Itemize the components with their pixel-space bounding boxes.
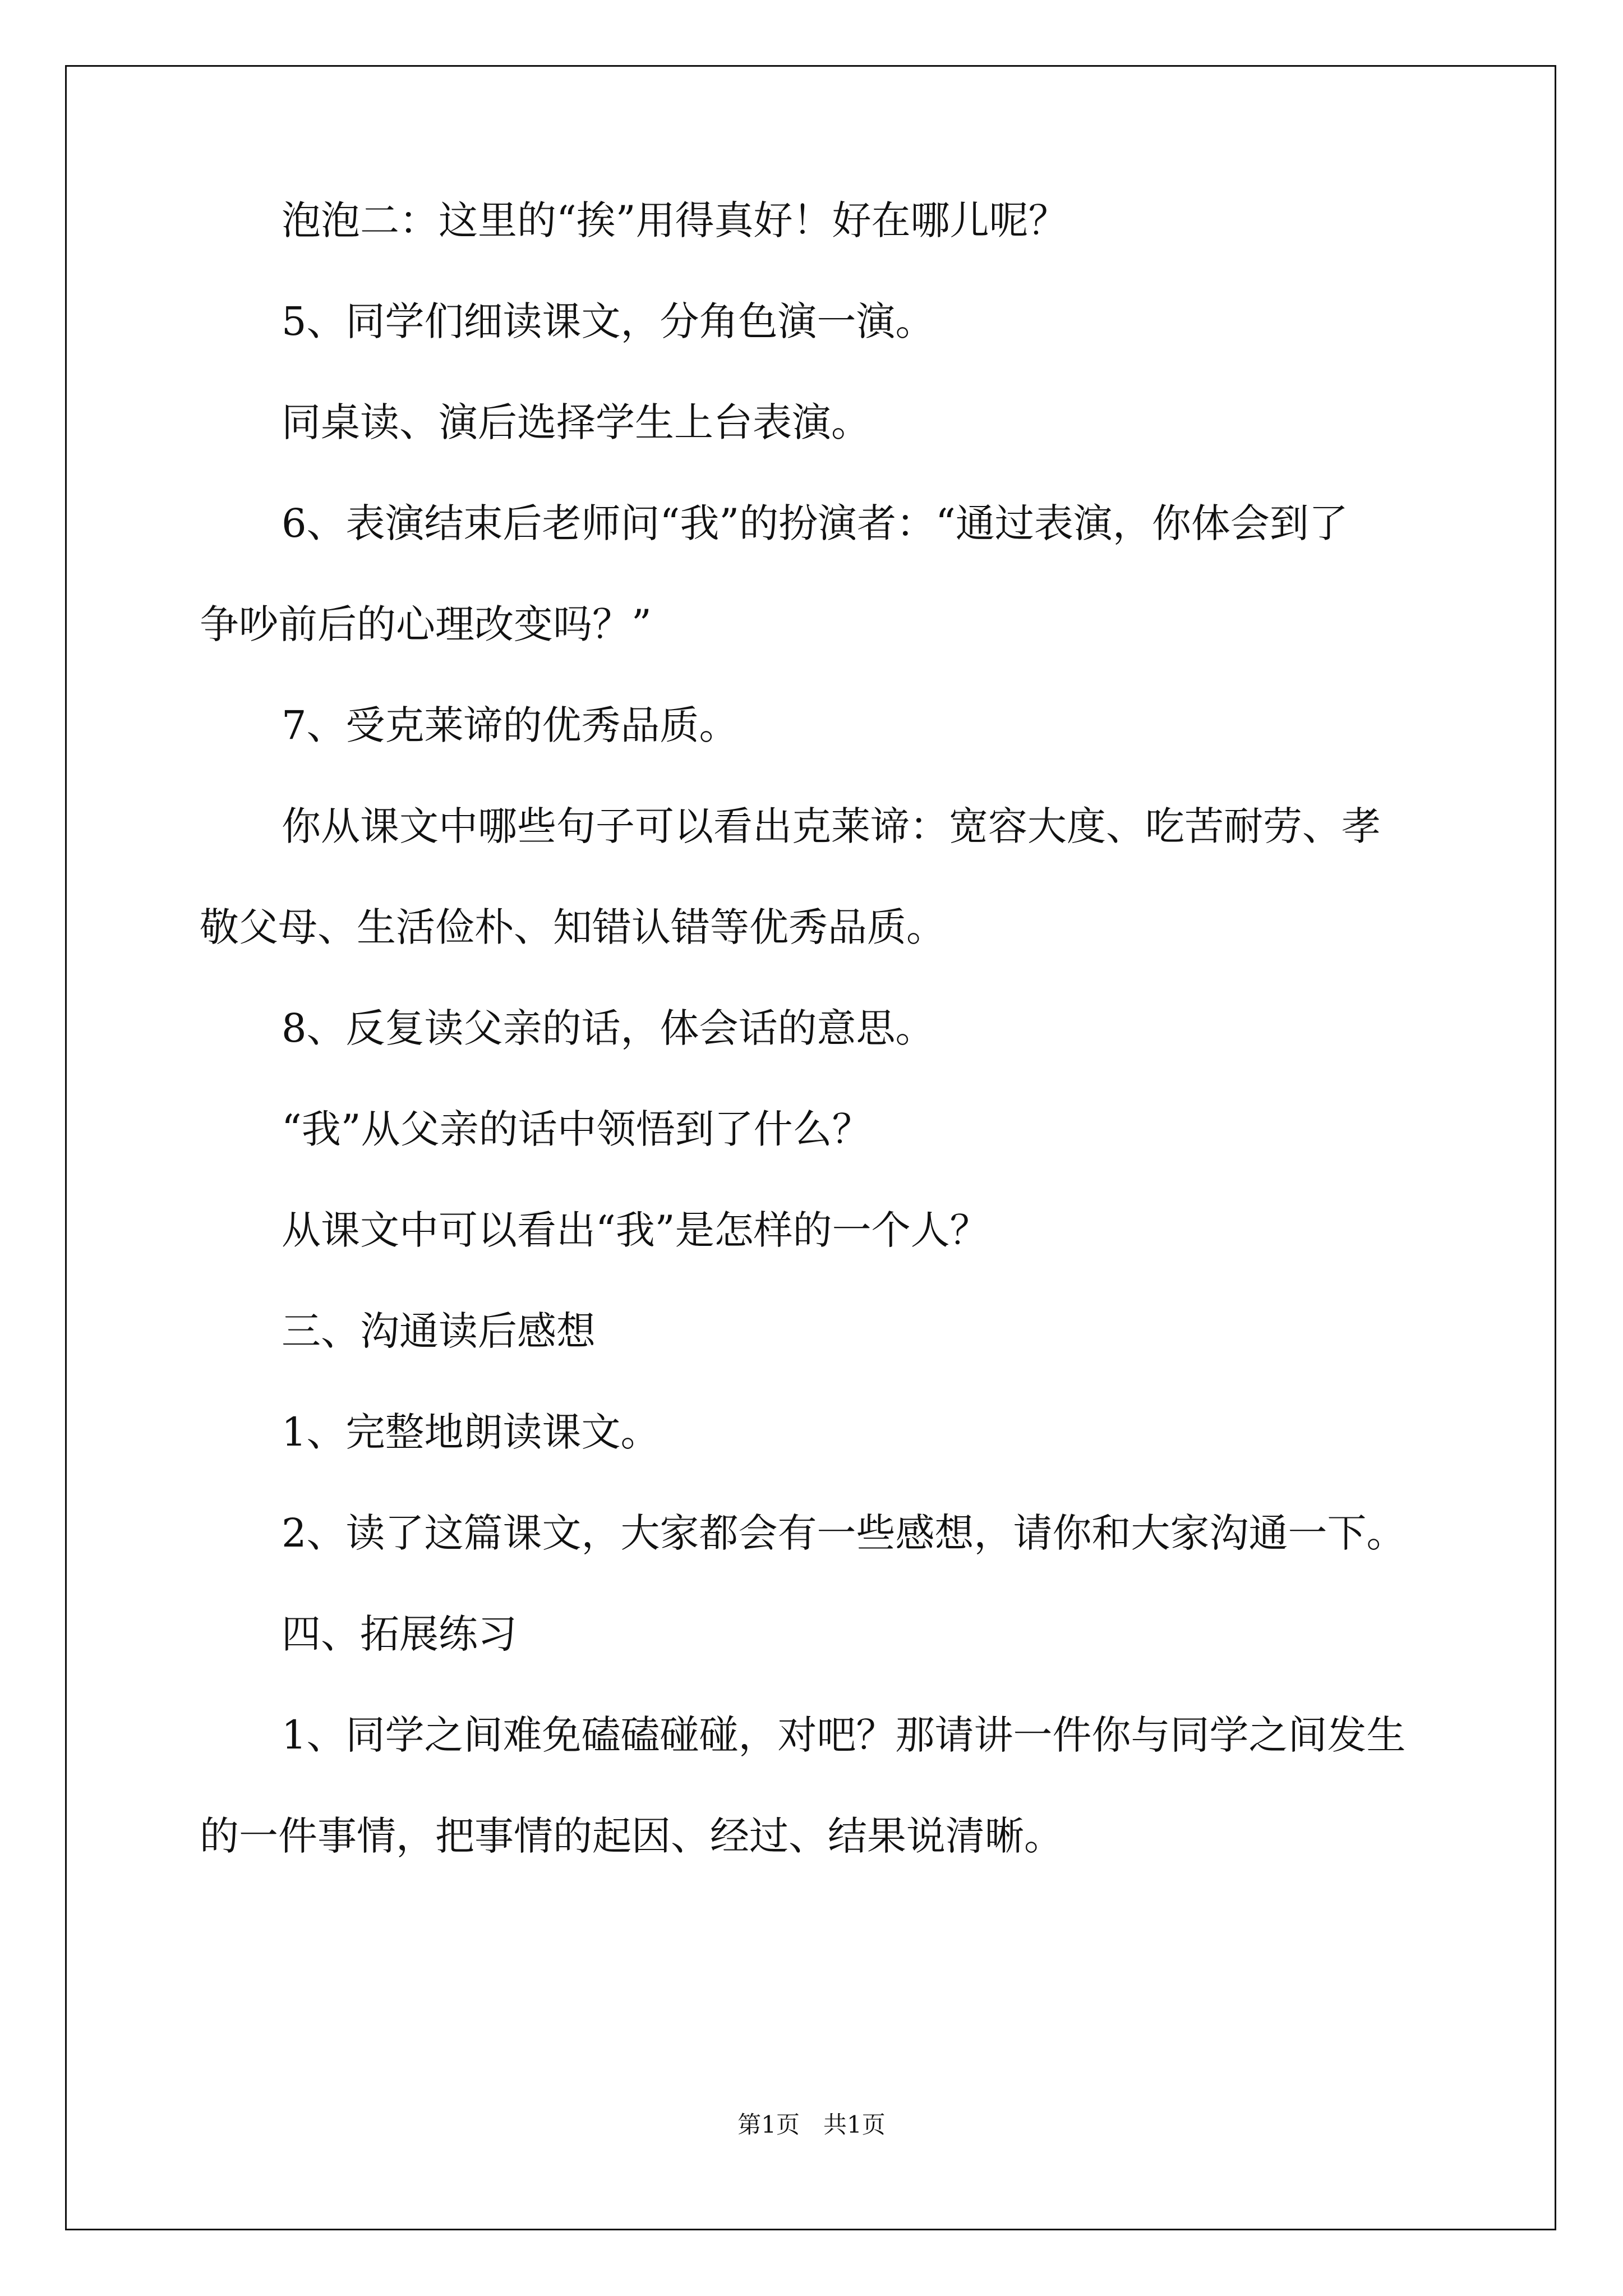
text-line: 的一件事情，把事情的起因、经过、结果说清晰。 — [200, 1813, 1063, 1859]
text-line: 从课文中可以看出“我”是怎样的一个人？ — [282, 1207, 989, 1253]
text-line: 7、受克莱谛的优秀品质。 — [282, 702, 739, 748]
text-line: 同桌读、演后选择学生上台表演。 — [282, 399, 870, 445]
text-line: 1、同学之间难免磕磕碰碰，对吧？那请讲一件你与同学之间发生 — [282, 1712, 1406, 1758]
text-line: 8、反复读父亲的话，体会话的意思。 — [282, 1005, 935, 1051]
text-line: 1、完整地朗读课文。 — [282, 1409, 660, 1455]
text-line: 6、表演结束后老师问“我”的扮演者：“通过表演，你体会到了 — [282, 500, 1348, 546]
section-heading: 三、沟通读后感想 — [282, 1308, 596, 1354]
text-line: “我”从父亲的话中领悟到了什么？ — [282, 1106, 872, 1152]
text-line: 你从课文中哪些句子可以看出克莱谛：宽容大度、吃苦耐劳、孝 — [282, 803, 1381, 849]
text-line: 2、读了这篇课文，大家都会有一些感想，请你和大家沟通一下。 — [282, 1510, 1406, 1556]
text-line: 5、同学们细读课文，分角色演一演。 — [282, 298, 935, 344]
text-line: 泡泡二：这里的“挨”用得真好！好在哪儿呢？ — [282, 197, 1068, 243]
text-line: 敬父母、生活俭朴、知错认错等优秀品质。 — [200, 904, 946, 950]
section-heading: 四、拓展练习 — [282, 1611, 517, 1657]
page-number-footer: 第1页 共1页 — [737, 2111, 886, 2138]
text-line: 争吵前后的心理改变吗？” — [200, 601, 652, 647]
